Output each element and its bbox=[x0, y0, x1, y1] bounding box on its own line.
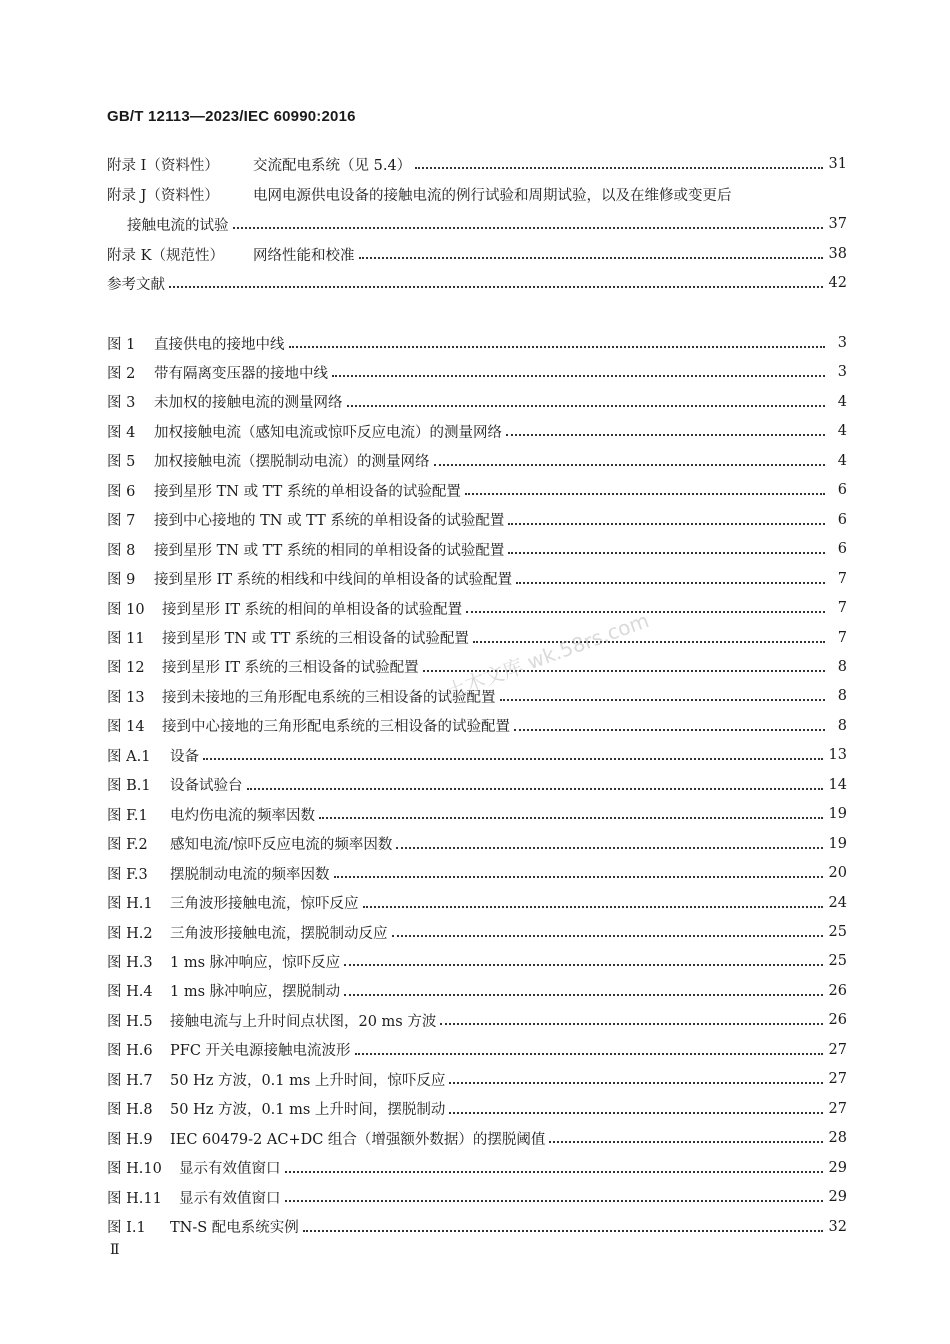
figure-title: 未加权的接触电流的测量网络 bbox=[154, 395, 343, 412]
figure-label: 图 8 bbox=[107, 542, 136, 559]
figure-page: 3 bbox=[837, 364, 847, 381]
figure-title: 接到中心接地的三角形配电系统的三相设备的试验配置 bbox=[162, 719, 510, 736]
figure-page: 28 bbox=[828, 1130, 847, 1147]
toc-title-continuation: 接触电流的试验 bbox=[127, 217, 229, 234]
toc-row[interactable] bbox=[107, 508, 847, 532]
figure-title: IEC 60479-2 AC+DC 组合（增强额外数据）的摆脱阈值 bbox=[170, 1131, 546, 1148]
toc-label: 附录 K（规范性） bbox=[107, 247, 224, 264]
toc-row[interactable] bbox=[107, 478, 847, 502]
toc-label: 附录 I（资料性） bbox=[107, 157, 219, 174]
toc-row[interactable] bbox=[107, 537, 847, 561]
figure-page: 26 bbox=[828, 982, 847, 999]
leader-dots bbox=[392, 931, 823, 937]
figure-label: 图 14 bbox=[107, 719, 145, 736]
figure-page: 14 bbox=[828, 776, 847, 793]
figure-page: 7 bbox=[837, 600, 847, 617]
figure-label: 图 H.10 bbox=[107, 1161, 162, 1178]
leader-dots bbox=[347, 401, 826, 407]
figure-title: 显示有效值窗口 bbox=[179, 1190, 281, 1207]
figure-page: 8 bbox=[837, 658, 847, 675]
leader-dots bbox=[396, 843, 822, 849]
leader-dots bbox=[440, 1019, 822, 1025]
figure-title: 三角波形接触电流，惊吓反应 bbox=[170, 896, 359, 912]
figure-label: 图 F.2 bbox=[107, 837, 148, 854]
leader-dots bbox=[344, 960, 822, 966]
toc-row[interactable] bbox=[107, 1156, 847, 1180]
figure-label: 图 H.3 bbox=[107, 954, 153, 971]
figure-page: 25 bbox=[828, 953, 847, 970]
figure-label: 图 5 bbox=[107, 454, 136, 471]
toc-page: 38 bbox=[828, 246, 847, 262]
figure-page: 32 bbox=[828, 1218, 847, 1235]
toc-row[interactable] bbox=[107, 596, 847, 620]
figure-page: 13 bbox=[828, 747, 847, 764]
figure-label: 图 I.1 bbox=[107, 1220, 146, 1236]
figure-title: PFC 开关电源接触电流波形 bbox=[170, 1043, 351, 1060]
toc-row[interactable] bbox=[107, 1215, 847, 1239]
toc-row[interactable] bbox=[107, 182, 847, 206]
toc-row[interactable] bbox=[107, 567, 847, 591]
leader-dots bbox=[449, 1078, 822, 1084]
toc-row[interactable] bbox=[107, 360, 847, 384]
figure-label: 图 F.1 bbox=[107, 807, 148, 824]
figure-label: 图 H.11 bbox=[107, 1190, 162, 1207]
figure-title: 加权接触电流（摆脱制动电流）的测量网络 bbox=[154, 454, 430, 471]
toc-row[interactable] bbox=[107, 714, 847, 738]
figure-page: 29 bbox=[828, 1189, 847, 1205]
figure-page: 27 bbox=[828, 1041, 847, 1058]
figure-label: 图 10 bbox=[107, 601, 145, 618]
leader-dots bbox=[247, 784, 823, 790]
figure-title: 带有隔离变压器的接地中线 bbox=[154, 365, 328, 382]
leader-dots bbox=[508, 519, 825, 525]
figure-title: 感知电流/惊吓反应电流的频率因数 bbox=[170, 837, 393, 854]
figure-page: 27 bbox=[828, 1071, 847, 1088]
figure-page: 6 bbox=[837, 511, 847, 528]
figure-label: 图 11 bbox=[107, 631, 145, 647]
toc-row[interactable] bbox=[107, 419, 847, 443]
standard-code-header: GB/T 12113—2023/IEC 60990:2016 bbox=[107, 108, 356, 125]
leader-dots bbox=[285, 1196, 823, 1202]
figure-title: 加权接触电流（感知电流或惊吓反应电流）的测量网络 bbox=[154, 424, 502, 441]
figure-page: 4 bbox=[837, 452, 847, 469]
leader-dots bbox=[514, 725, 825, 731]
figure-page: 26 bbox=[828, 1012, 847, 1029]
toc-row-continuation[interactable] bbox=[107, 212, 847, 236]
figure-title: 50 Hz 方波，0.1 ms 上升时间，惊吓反应 bbox=[170, 1072, 446, 1089]
figure-page: 27 bbox=[828, 1100, 847, 1117]
toc-title: 网络性能和校准 bbox=[253, 247, 355, 264]
leader-dots bbox=[549, 1137, 822, 1143]
figure-page: 4 bbox=[837, 423, 847, 440]
leader-dots bbox=[285, 1167, 823, 1173]
toc-row[interactable] bbox=[107, 1067, 847, 1091]
figure-label: 图 9 bbox=[107, 572, 136, 589]
figure-title: 直接供电的接地中线 bbox=[154, 336, 285, 353]
toc-row[interactable] bbox=[107, 1038, 847, 1062]
toc-page: 37 bbox=[828, 216, 847, 232]
figure-label: 图 H.4 bbox=[107, 984, 153, 1001]
figure-page: 19 bbox=[828, 806, 847, 823]
figure-page: 7 bbox=[837, 629, 847, 646]
figure-title: 设备试验台 bbox=[170, 778, 243, 795]
figure-page: 20 bbox=[828, 865, 847, 882]
figure-title: 摆脱制动电流的频率因数 bbox=[170, 866, 330, 883]
figure-label: 图 H.2 bbox=[107, 925, 153, 942]
leader-dots bbox=[203, 754, 823, 760]
figure-title: 接到星形 TN 或 TT 系统的相同的单相设备的试验配置 bbox=[154, 542, 505, 559]
toc-row[interactable] bbox=[107, 152, 847, 176]
figure-label: 图 H.7 bbox=[107, 1072, 153, 1089]
toc-row[interactable] bbox=[107, 949, 847, 973]
toc-row[interactable] bbox=[107, 1126, 847, 1150]
figure-page: 29 bbox=[828, 1159, 847, 1176]
toc-row[interactable] bbox=[107, 979, 847, 1003]
figure-page: 8 bbox=[837, 688, 847, 705]
figure-page: 8 bbox=[837, 717, 847, 734]
toc-row[interactable] bbox=[107, 832, 847, 856]
figure-page: 6 bbox=[837, 541, 847, 558]
leader-dots bbox=[516, 578, 825, 584]
figure-title: 接到未接地的三角形配电系统的三相设备的试验配置 bbox=[162, 689, 496, 706]
figure-label: 图 H.9 bbox=[107, 1131, 153, 1148]
figure-page: 19 bbox=[828, 835, 847, 852]
figure-page: 4 bbox=[837, 393, 847, 410]
leader-dots bbox=[465, 489, 825, 495]
figure-title: 三角波形接触电流，摆脱制动反应 bbox=[170, 925, 388, 942]
figure-label: 图 F.3 bbox=[107, 866, 148, 883]
toc-page: 42 bbox=[828, 275, 847, 291]
figure-label: 图 3 bbox=[107, 395, 136, 412]
toc-title: 电网电源供电设备的接触电流的例行试验和周期试验，以及在维修或变更后 bbox=[253, 187, 732, 204]
figure-label: 图 12 bbox=[107, 660, 145, 677]
toc-row[interactable] bbox=[107, 773, 847, 797]
figure-label: 图 6 bbox=[107, 483, 136, 500]
leader-dots bbox=[334, 872, 823, 878]
leader-dots bbox=[500, 695, 826, 701]
leader-dots bbox=[508, 548, 825, 554]
leader-dots bbox=[344, 990, 822, 996]
figure-label: 图 7 bbox=[107, 513, 136, 530]
page-number: Ⅱ bbox=[110, 1242, 120, 1258]
toc-page: 31 bbox=[828, 156, 847, 172]
toc-row[interactable] bbox=[107, 331, 847, 355]
leader-dots bbox=[415, 163, 822, 169]
figure-title: 接到星形 IT 系统的相线和中线间的单相设备的试验配置 bbox=[154, 572, 513, 589]
figure-page: 3 bbox=[837, 335, 847, 351]
toc-title: 交流配电系统（见 5.4） bbox=[253, 157, 412, 174]
leader-dots bbox=[169, 282, 823, 288]
toc-row[interactable] bbox=[107, 390, 847, 414]
leader-dots bbox=[359, 253, 823, 259]
figure-label: 图 13 bbox=[107, 689, 145, 706]
figure-title: 接到中心接地的 TN 或 TT 系统的单相设备的试验配置 bbox=[154, 513, 505, 530]
leader-dots bbox=[449, 1108, 822, 1114]
leader-dots bbox=[233, 223, 823, 229]
leader-dots bbox=[363, 902, 823, 908]
figure-page: 25 bbox=[828, 924, 847, 940]
figure-label: 图 H.5 bbox=[107, 1013, 153, 1030]
toc-row[interactable] bbox=[107, 743, 847, 767]
figure-page: 7 bbox=[837, 570, 847, 587]
toc-row[interactable] bbox=[107, 1097, 847, 1121]
leader-dots bbox=[319, 813, 823, 819]
toc-row[interactable] bbox=[107, 1008, 847, 1032]
figure-title: 接触电流与上升时间点状图，20 ms 方波 bbox=[170, 1013, 437, 1030]
figure-title: TN-S 配电系统实例 bbox=[170, 1220, 299, 1236]
figure-title: 1 ms 脉冲响应，惊吓反应 bbox=[170, 954, 341, 971]
figure-title: 1 ms 脉冲响应，摆脱制动 bbox=[170, 984, 341, 1001]
figure-label: 图 A.1 bbox=[107, 748, 151, 765]
leader-dots bbox=[355, 1049, 823, 1055]
leader-dots bbox=[332, 371, 825, 377]
toc-row[interactable] bbox=[107, 271, 847, 295]
toc-row[interactable] bbox=[107, 1185, 847, 1209]
watermark: 土木文库 wk.58rs.com bbox=[442, 608, 652, 704]
toc-row[interactable] bbox=[107, 920, 847, 944]
leader-dots bbox=[506, 430, 825, 436]
figure-label: 图 1 bbox=[107, 336, 136, 353]
figure-title: 电灼伤电流的频率因数 bbox=[170, 807, 315, 824]
leader-dots bbox=[289, 342, 826, 348]
figure-page: 24 bbox=[828, 894, 847, 911]
figure-label: 图 B.1 bbox=[107, 778, 151, 795]
figure-label: 图 H.6 bbox=[107, 1043, 153, 1060]
toc-label: 参考文献 bbox=[107, 276, 165, 293]
figure-title: 接到星形 TN 或 TT 系统的单相设备的试验配置 bbox=[154, 483, 461, 500]
toc-row[interactable] bbox=[107, 861, 847, 885]
figure-title: 接到星形 TN 或 TT 系统的三相设备的试验配置 bbox=[162, 631, 469, 647]
figure-title: 50 Hz 方波，0.1 ms 上升时间，摆脱制动 bbox=[170, 1102, 446, 1119]
leader-dots bbox=[303, 1226, 823, 1232]
toc-row[interactable] bbox=[107, 802, 847, 826]
toc-row[interactable] bbox=[107, 242, 847, 266]
figure-page: 6 bbox=[837, 482, 847, 499]
toc-row[interactable] bbox=[107, 891, 847, 915]
figure-title: 显示有效值窗口 bbox=[179, 1161, 281, 1178]
figure-title: 接到星形 IT 系统的相间的单相设备的试验配置 bbox=[162, 601, 463, 618]
figure-title: 设备 bbox=[170, 748, 199, 765]
toc-row[interactable] bbox=[107, 626, 847, 650]
toc-row[interactable] bbox=[107, 449, 847, 473]
figure-title: 接到星形 IT 系统的三相设备的试验配置 bbox=[162, 660, 419, 677]
leader-dots bbox=[473, 637, 825, 643]
leader-dots bbox=[434, 460, 826, 466]
figure-label: 图 H.1 bbox=[107, 896, 153, 912]
figure-label: 图 4 bbox=[107, 424, 136, 441]
figure-label: 图 H.8 bbox=[107, 1102, 153, 1119]
figure-label: 图 2 bbox=[107, 365, 136, 382]
toc-label: 附录 J（资料性） bbox=[107, 187, 219, 204]
